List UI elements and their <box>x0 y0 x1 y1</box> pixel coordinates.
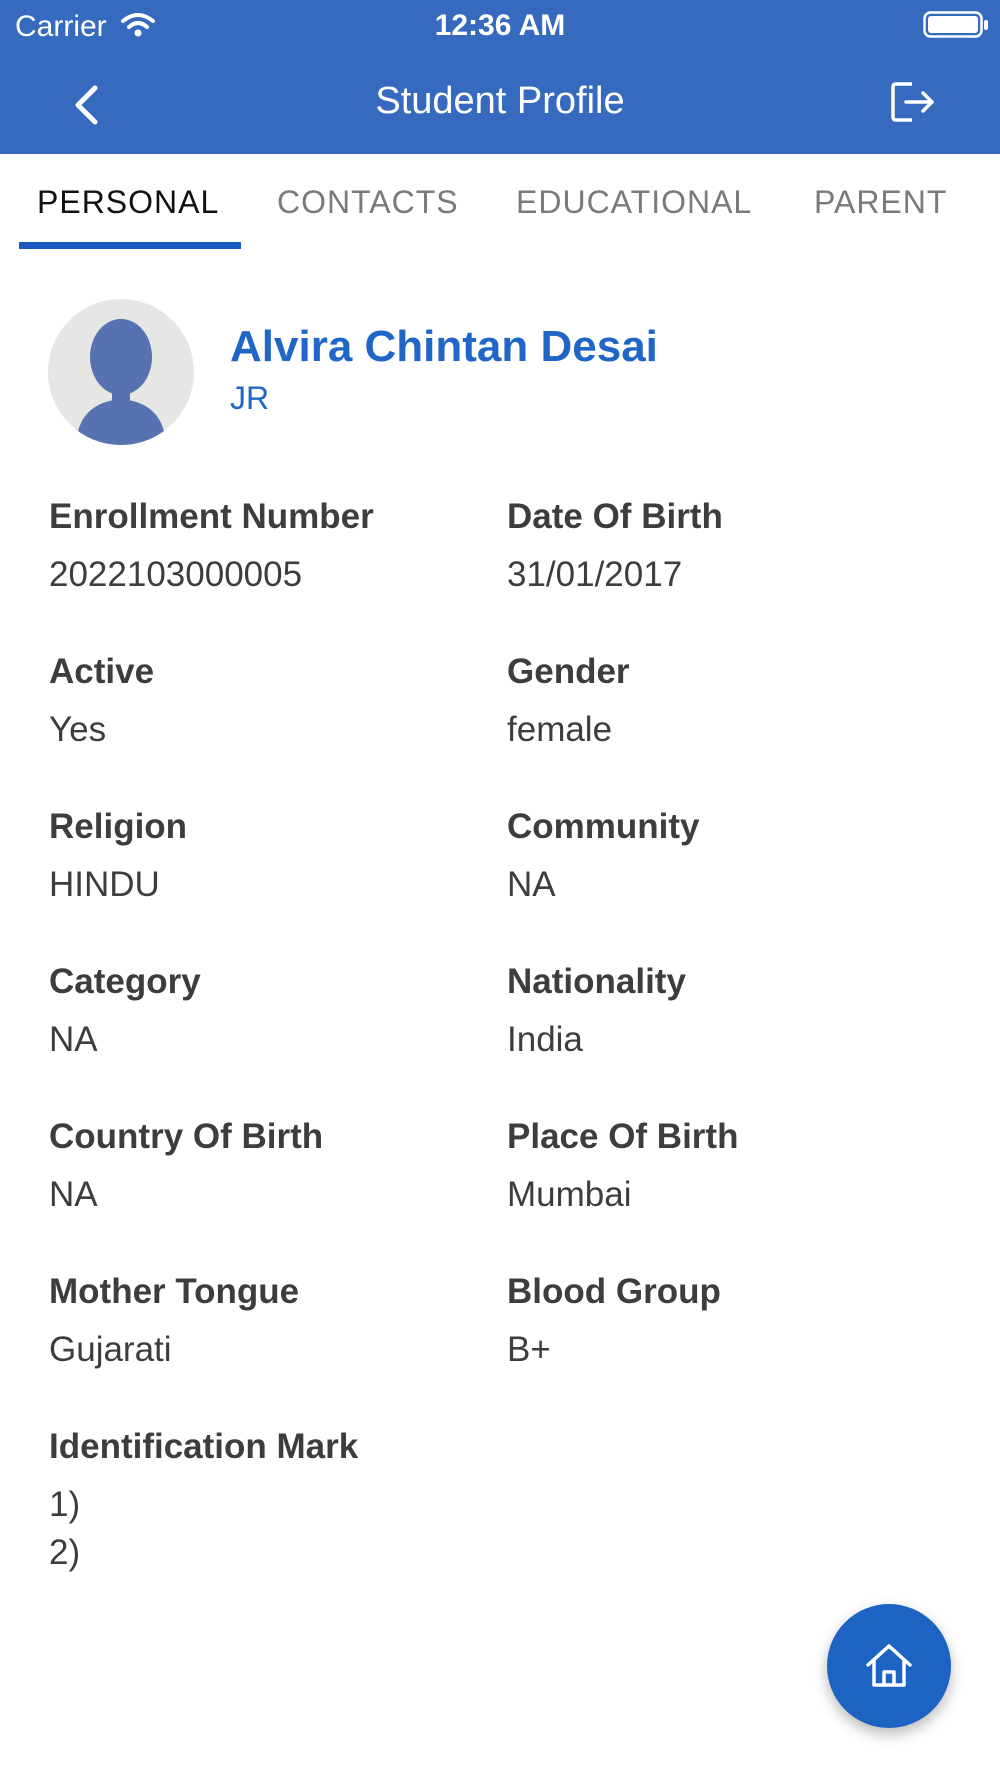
field-label: Community <box>507 807 700 846</box>
field-value: Gujarati <box>49 1330 172 1369</box>
app-header <box>0 0 1000 154</box>
identification-mark-item: 1) <box>49 1485 81 1524</box>
identification-mark-item: 2) <box>49 1533 81 1572</box>
field-community <box>507 805 927 907</box>
page-title: Student Profile <box>375 80 625 122</box>
status-bar <box>0 0 1000 50</box>
field-label: Category <box>49 962 201 1001</box>
field-blood-group <box>507 1270 927 1372</box>
field-gender <box>507 650 927 752</box>
avatar <box>48 299 194 445</box>
field-label: Active <box>49 652 155 691</box>
tab-parent[interactable]: PARENT <box>814 184 948 220</box>
field-label: Mother Tongue <box>49 1272 300 1311</box>
home-icon <box>861 1638 917 1694</box>
tab-personal[interactable]: PERSONAL <box>37 184 220 220</box>
field-value: B+ <box>507 1330 551 1369</box>
field-value: female <box>507 710 613 749</box>
carrier-label: Carrier <box>15 10 107 43</box>
field-active <box>49 650 469 752</box>
home-button[interactable] <box>827 1604 951 1728</box>
field-value: NA <box>49 1175 98 1214</box>
field-label: Identification Mark <box>49 1427 359 1466</box>
navigation-bar <box>0 50 1000 154</box>
tab-educational[interactable]: EDUCATIONAL <box>516 184 753 220</box>
tab-contacts[interactable]: CONTACTS <box>277 184 459 220</box>
avatar-silhouette-icon <box>48 299 194 445</box>
field-label: Place Of Birth <box>507 1117 739 1156</box>
profile-tabs <box>0 154 1000 254</box>
field-label: Gender <box>507 652 630 691</box>
field-identification-mark <box>49 1425 469 1577</box>
student-class: JR <box>230 380 270 416</box>
field-label: Country Of Birth <box>49 1117 324 1156</box>
field-enrollment-number <box>49 495 469 597</box>
identification-mark-list <box>49 1481 469 1577</box>
field-country-of-birth <box>49 1115 469 1217</box>
field-value: NA <box>507 865 556 904</box>
status-time: 12:36 AM <box>434 9 566 42</box>
field-value: 2022103000005 <box>49 555 303 594</box>
field-mother-tongue <box>49 1270 469 1372</box>
field-date-of-birth <box>507 495 927 597</box>
field-label: Enrollment Number <box>49 497 374 536</box>
field-value: HINDU <box>49 865 160 904</box>
field-value: 31/01/2017 <box>507 555 683 594</box>
field-value: NA <box>49 1020 98 1059</box>
logout-button[interactable] <box>888 76 940 128</box>
active-tab-indicator <box>19 242 241 249</box>
field-label: Nationality <box>507 962 686 1001</box>
field-label: Date Of Birth <box>507 497 723 536</box>
field-nationality <box>507 960 927 1062</box>
logout-icon <box>888 76 940 128</box>
field-value: Yes <box>49 710 107 749</box>
student-name: Alvira Chintan Desai <box>230 322 658 371</box>
field-category <box>49 960 469 1062</box>
field-label: Blood Group <box>507 1272 721 1311</box>
field-religion <box>49 805 469 907</box>
battery-icon <box>923 11 989 39</box>
field-place-of-birth <box>507 1115 927 1217</box>
field-value: Mumbai <box>507 1175 632 1214</box>
field-value: India <box>507 1020 583 1059</box>
field-label: Religion <box>49 807 188 846</box>
